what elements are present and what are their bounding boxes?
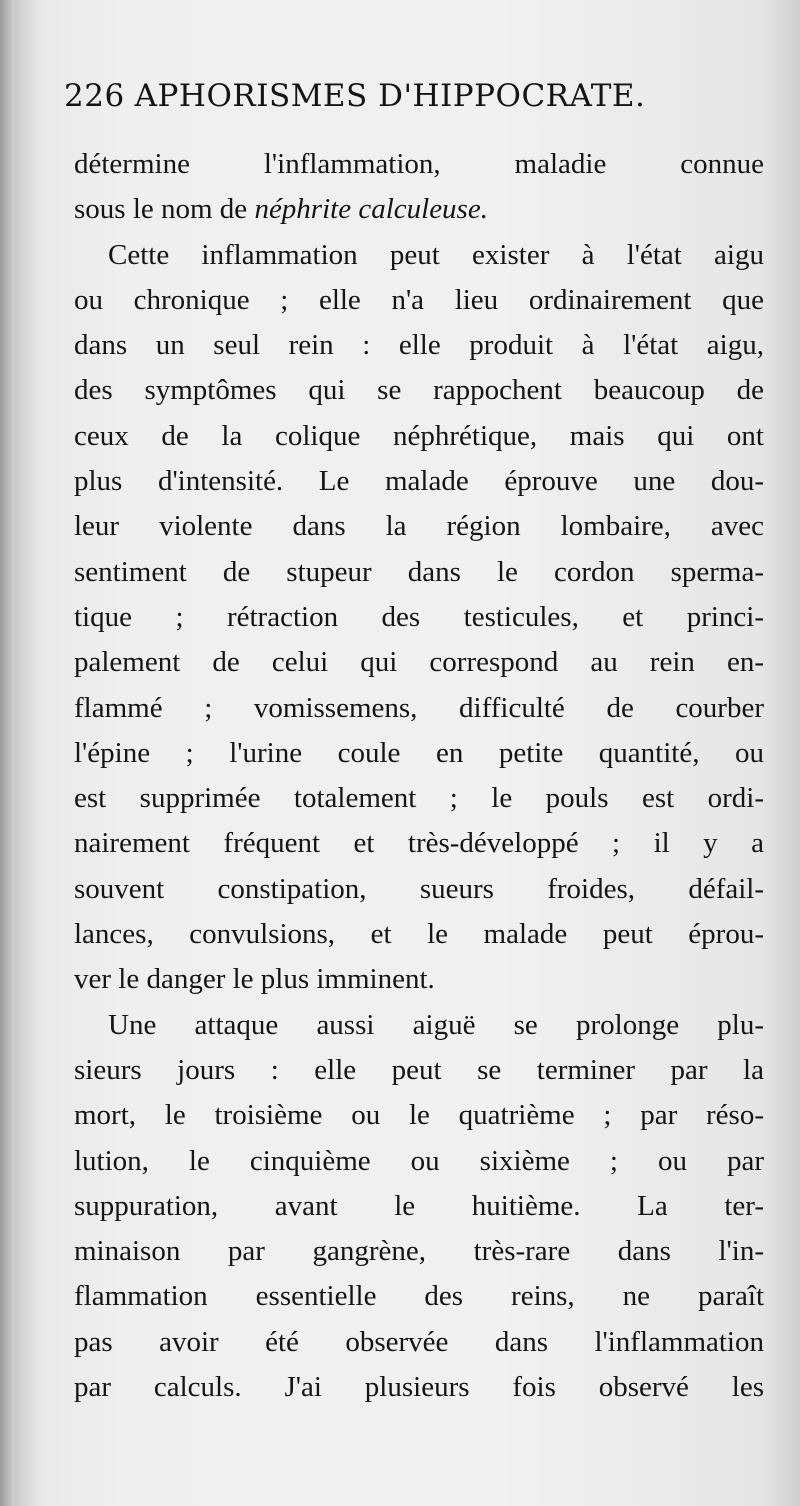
body-text <box>74 142 764 1410</box>
text-line: détermine l'inflammation, maladie connue <box>74 148 764 180</box>
text-line: sieurs jours : elle peut se terminer par la <box>74 1053 764 1086</box>
text-line-start: sous le nom de <box>74 193 255 226</box>
page-number: 226 <box>64 78 125 114</box>
text-line: souvent constipation, sueurs froides, défail- <box>74 872 764 905</box>
text-line: ceux de la colique néphrétique, mais qui ont <box>74 419 764 452</box>
text-line: l'épine ; l'urine coule en petite quantité, ou <box>74 736 764 769</box>
text-line: est supprimée totalement ; le pouls est ordi- <box>74 782 764 815</box>
text-line: flammation essentielle des reins, ne paraît <box>74 1280 764 1313</box>
text-line: flammé ; vomissemens, difficulté de courber <box>74 691 764 724</box>
text-line: leur violente dans la région lombaire, avec <box>74 510 764 543</box>
text-line: par calculs. J'ai plusieurs fois observé les <box>74 1371 764 1404</box>
paragraph-start-line: Une attaque aussi aiguë se prolonge plu- <box>108 1008 764 1041</box>
paragraph-end-line: ver le danger le plus imminent. <box>74 963 435 996</box>
text-line: ou chronique ; elle n'a lieu ordinairement que <box>74 283 764 316</box>
text-line: suppuration, avant le huitième. La ter- <box>74 1189 764 1222</box>
text-line: lances, convulsions, et le malade peut éprou- <box>74 918 764 951</box>
running-title: APHORISMES D'HIPPOCRATE. <box>134 78 646 114</box>
text-line: pas avoir été observée dans l'inflammation <box>74 1325 764 1358</box>
text-line: mort, le troisième ou le quatrième ; par réso- <box>74 1099 764 1132</box>
text-line: minaison par gangrène, très-rare dans l'in- <box>74 1235 764 1268</box>
page-gutter-shadow <box>0 0 14 1506</box>
text-line: dans un seul rein : elle produit à l'état aigu, <box>74 329 764 362</box>
text-line: palement de celui qui correspond au rein en- <box>74 646 764 679</box>
running-header <box>64 78 704 122</box>
text-line: lution, le cinquième ou sixième ; ou par <box>74 1144 764 1177</box>
paragraph-start-line: Cette inflammation peut exister à l'état aigu <box>108 238 764 271</box>
text-line: plus d'intensité. Le malade éprouve une dou- <box>74 465 764 498</box>
italic-term: néphrite calculeuse. <box>254 193 488 226</box>
show-through-bleed <box>80 1435 760 1475</box>
text-line: des symptômes qui se rappochent beaucoup de <box>74 374 764 407</box>
text-line: nairement fréquent et très-développé ; il y a <box>74 827 764 860</box>
text-line <box>74 187 764 232</box>
text-line: sentiment de stupeur dans le cordon sperma- <box>74 555 764 588</box>
text-line: tique ; rétraction des testicules, et princi- <box>74 600 764 633</box>
